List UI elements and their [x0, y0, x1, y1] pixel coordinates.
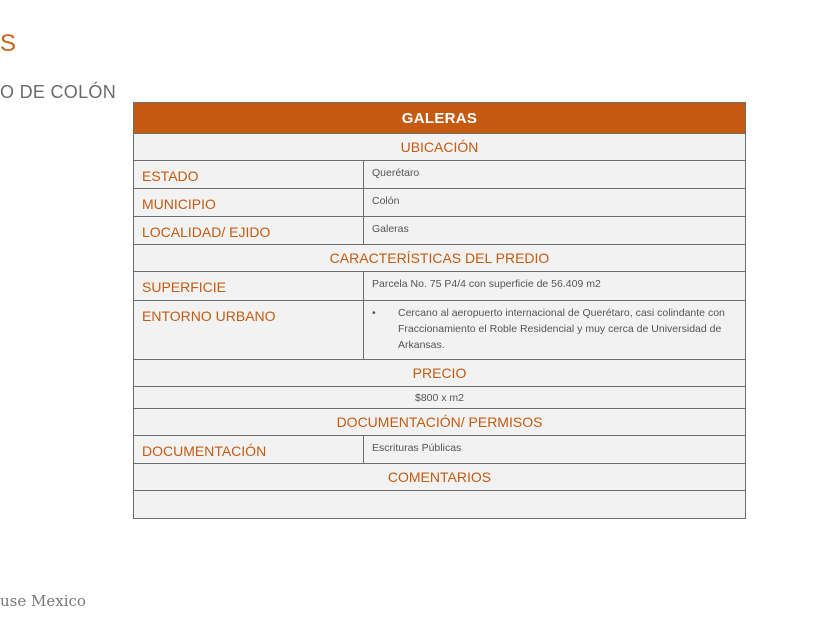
- row-entorno-urbano: [134, 300, 745, 359]
- entorno-label: ENTORNO URBANO: [134, 301, 364, 359]
- localidad-value: Galeras: [372, 223, 409, 235]
- row-precio-value: [134, 386, 745, 408]
- row-superficie: [134, 271, 745, 300]
- table-header: [134, 103, 745, 133]
- municipio-value: Colón: [372, 195, 400, 207]
- section-comentarios-label: COMENTARIOS: [387, 469, 492, 485]
- footer-brand-fragment: use Mexico: [0, 592, 86, 610]
- localidad-label: LOCALIDAD/ EJIDO: [134, 217, 364, 244]
- section-caracteristicas: [134, 244, 745, 271]
- row-municipio: [134, 188, 745, 216]
- entorno-value: Cercano al aeropuerto internacional de Querétaro, casi colindante con Fraccionamiento el Roble Residencial y muy cerca de Universidad de Arkansas.: [398, 307, 725, 351]
- table-header-title: GALERAS: [401, 109, 478, 127]
- section-documentacion-permisos: [134, 408, 745, 435]
- row-comentarios-value: [134, 490, 745, 518]
- section-ubicacion-label: UBICACIÓN: [400, 139, 479, 155]
- estado-value: Querétaro: [372, 167, 420, 179]
- precio-value: $800 x m2: [414, 391, 465, 404]
- estado-label: ESTADO: [134, 161, 364, 188]
- bullet-icon: •: [372, 307, 376, 319]
- section-precio-label: PRECIO: [412, 365, 467, 381]
- section-comentarios: [134, 463, 745, 490]
- section-precio: [134, 359, 745, 386]
- superficie-label: SUPERFICIE: [134, 272, 364, 300]
- municipio-label: MUNICIPIO: [134, 189, 364, 216]
- entorno-value-cell: [364, 301, 745, 359]
- section-documentacion-permisos-label: DOCUMENTACIÓN/ PERMISOS: [336, 414, 543, 430]
- row-documentacion: [134, 435, 745, 463]
- row-estado: [134, 160, 745, 188]
- property-table: [133, 102, 746, 519]
- documentacion-value: Escrituras Públicas: [372, 442, 462, 454]
- row-localidad: [134, 216, 745, 244]
- section-caracteristicas-label: CARACTERÍSTICAS DEL PREDIO: [329, 250, 550, 266]
- entorno-bullet-item: [372, 306, 737, 353]
- page-subtitle-fragment: O DE COLÓN: [0, 82, 117, 102]
- documentacion-label: DOCUMENTACIÓN: [134, 436, 364, 463]
- page-title-fragment: S: [0, 30, 17, 57]
- superficie-value: Parcela No. 75 P4/4 con superficie de 56.409 m2: [372, 278, 601, 290]
- section-ubicacion: [134, 133, 745, 160]
